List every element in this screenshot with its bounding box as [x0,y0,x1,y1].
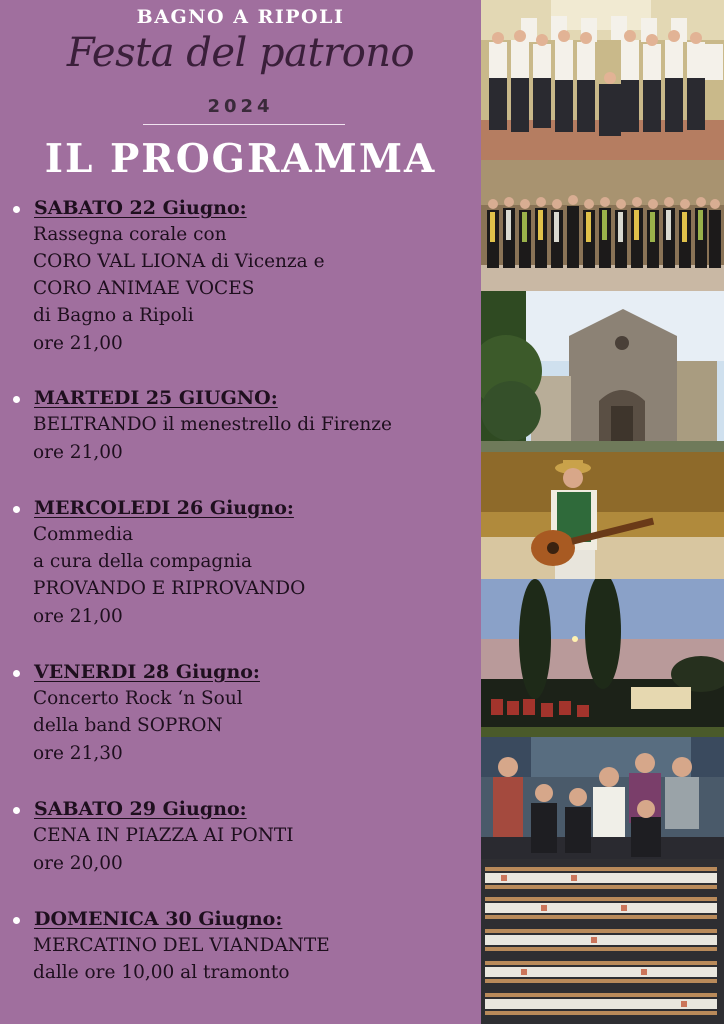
event-line: dalle ore 10,00 al tramonto [33,962,290,983]
event-line: MERCATINO DEL VIANDANTE [33,935,330,956]
event-line: PROVANDO E RIPROVANDO [33,578,306,599]
piazza-dinner-aerial-photo [481,859,724,1024]
event-line: CORO VAL LIONA di Vicenza e [33,251,325,272]
bullet-icon [13,807,20,814]
event-line: Commedia [33,524,134,545]
event-line: ore 21,00 [33,333,123,354]
choir-photo-white [481,0,724,160]
event-date: DOMENICA 30 Giugno: [34,908,283,930]
choir-photo-scarves [481,160,724,291]
church-photo [481,291,724,452]
event-line: Concerto Rock ‘n Soul [33,688,243,709]
divider [143,124,345,125]
minstrel-guitar-photo [481,452,724,579]
event-line: di Bagno a Ripoli [33,305,194,326]
bullet-icon [13,917,20,924]
bullet-icon [13,670,20,677]
event-line: CORO ANIMAE VOCES [33,278,255,299]
event-line: ore 21,00 [33,606,123,627]
festa-title: Festa del patrono [66,30,415,76]
band-group-photo [481,737,724,859]
year: 2024 [207,96,274,117]
event-line: BELTRANDO il menestrello di Firenze [33,414,393,435]
bullet-icon [13,396,20,403]
photo-column [481,0,724,1024]
event-line: Rassegna corale con [33,224,227,245]
evening-concert-photo [481,579,724,737]
bullet-icon [13,506,20,513]
event-date: MARTEDI 25 GIUGNO: [34,387,278,409]
event-line: a cura della compagnia [33,551,253,572]
event-date: VENERDI 28 Giugno: [34,661,260,683]
program-heading: IL PROGRAMMA [44,136,437,182]
event-line: ore 21,30 [33,743,123,764]
event-date: SABATO 29 Giugno: [34,798,247,820]
event-line: ore 21,00 [33,442,123,463]
town-name: BAGNO A RIPOLI [136,6,345,28]
event-date: SABATO 22 Giugno: [34,197,247,219]
event-line: ore 20,00 [33,853,123,874]
bullet-icon [13,206,20,213]
event-line: CENA IN PIAZZA AI PONTI [33,825,294,846]
event-line: della band SOPRON [33,715,223,736]
event-date: MERCOLEDI 26 Giugno: [34,497,294,519]
